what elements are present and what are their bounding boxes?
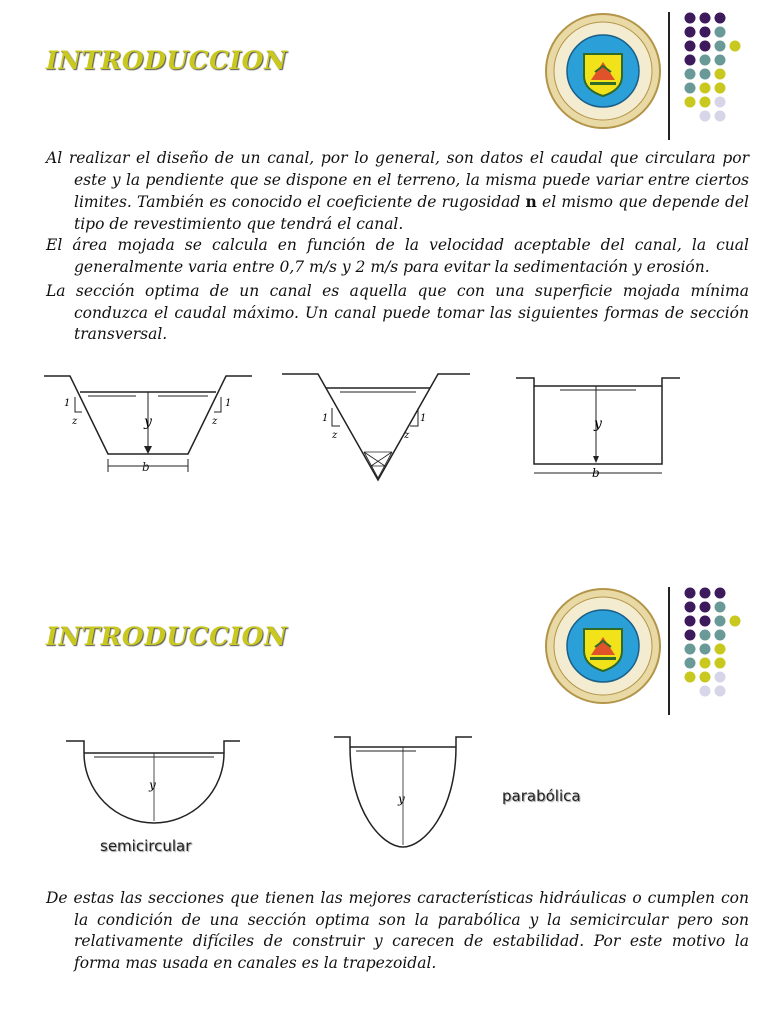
- decorative-dot: [685, 672, 696, 683]
- paragraph-2: El área mojada se calcula en función de la velocidad aceptable del canal, la cual generalmente varia entre 0,7 m/s y 2 m/s para evitar la sedimentación y erosión.: [46, 236, 749, 276]
- decorative-dot: [700, 588, 711, 599]
- decorative-dot: [700, 41, 711, 52]
- decorative-dot: [685, 97, 696, 108]
- depth-label: y: [149, 778, 156, 792]
- decorative-dot: [700, 616, 711, 627]
- decorative-dot: [685, 13, 696, 24]
- decorative-dot: [715, 616, 726, 627]
- decorative-dot: [715, 111, 726, 122]
- decorative-dot: [700, 644, 711, 655]
- decorative-dot: [685, 616, 696, 627]
- decorative-dot: [715, 644, 726, 655]
- semicircular-section-diagram: [64, 735, 244, 831]
- decorative-dot: [685, 588, 696, 599]
- slope-one-label: 1: [64, 398, 71, 409]
- decorative-dot: [700, 27, 711, 38]
- trapezoidal-section-diagram: [44, 366, 254, 486]
- paragraph-3: La sección optima de un canal es aquella que con una superficie mojada mínima conduzca el caudal máximo. Un canal puede tomar las siguientes formas de sección transversal.: [46, 282, 749, 343]
- decorative-dot: [700, 658, 711, 669]
- triangular-section-diagram: [280, 366, 472, 486]
- decorative-dot: [730, 41, 741, 52]
- decorative-dot: [715, 602, 726, 613]
- slope-one-label: 1: [322, 413, 329, 424]
- decorative-dot: [700, 13, 711, 24]
- depth-label: y: [398, 792, 405, 806]
- decorative-dot: [715, 27, 726, 38]
- paragraph-1-text-b: el mismo que depende del tipo de revestimiento que tendrá el canal.: [74, 193, 749, 233]
- slide-2: [0, 575, 768, 1024]
- decorative-dot: [700, 686, 711, 697]
- slide-title: INTRODUCCION: [46, 46, 288, 75]
- base-width-label: b: [142, 460, 150, 474]
- decorative-dot: [700, 55, 711, 66]
- decorative-dot: [715, 13, 726, 24]
- decorative-dot: [700, 83, 711, 94]
- divider-line: [668, 587, 670, 715]
- paragraph-1: [46, 148, 749, 235]
- roughness-symbol: n: [525, 192, 537, 211]
- slope-z-label: z: [404, 430, 410, 441]
- decorative-dot: [685, 69, 696, 80]
- decorative-dots: [680, 10, 756, 122]
- decorative-dots: [680, 585, 756, 697]
- decorative-dot: [715, 630, 726, 641]
- decorative-dot: [700, 97, 711, 108]
- decorative-dot: [685, 41, 696, 52]
- decorative-dot: [700, 672, 711, 683]
- decorative-dot: [685, 83, 696, 94]
- parabolic-label: parabólica: [502, 787, 581, 805]
- base-width-label: b: [592, 466, 600, 480]
- decorative-dot: [700, 69, 711, 80]
- university-seal-icon: [544, 12, 662, 130]
- divider-line: [668, 12, 670, 140]
- slide-1: [0, 0, 768, 500]
- decorative-dot: [715, 588, 726, 599]
- decorative-dot: [715, 97, 726, 108]
- decorative-dot: [700, 630, 711, 641]
- decorative-dot: [685, 658, 696, 669]
- slide-title: INTRODUCCION: [46, 622, 288, 651]
- slope-z-label: z: [72, 416, 78, 427]
- decorative-dot: [730, 616, 741, 627]
- university-seal-icon: [544, 587, 662, 705]
- decorative-dot: [715, 55, 726, 66]
- decorative-dot: [685, 55, 696, 66]
- slope-z-label: z: [212, 416, 218, 427]
- depth-label: y: [144, 414, 152, 430]
- paragraph-conclusion: De estas las secciones que tienen las mejores características hidráulicas o cumplen con la condición de una sección optima son la parabólica y la semicircular pero son relativamente difíciles de construir y carecen de estabilidad. Por este motivo la forma mas usada en canales es la trapezoidal.: [46, 889, 749, 972]
- slope-one-label: 1: [420, 413, 427, 424]
- decorative-dot: [715, 83, 726, 94]
- decorative-dot: [685, 602, 696, 613]
- rectangular-section-diagram: [516, 370, 682, 486]
- decorative-dot: [685, 27, 696, 38]
- semicircular-label: semicircular: [100, 837, 192, 855]
- decorative-dot: [715, 41, 726, 52]
- paragraph-1-text-a: Al realizar el diseño de un canal, por lo general, son datos el caudal que circulara por este y la pendiente que se dispone en el terreno, la misma puede variar entre ciertos limites. También es conocido el coeficiente de rugosidad: [46, 149, 749, 211]
- decorative-dot: [685, 630, 696, 641]
- decorative-dot: [700, 602, 711, 613]
- decorative-dot: [700, 111, 711, 122]
- decorative-dot: [715, 69, 726, 80]
- slope-one-label: 1: [225, 398, 232, 409]
- decorative-dot: [715, 686, 726, 697]
- decorative-dot: [685, 644, 696, 655]
- slope-z-label: z: [332, 430, 338, 441]
- depth-label: y: [594, 416, 602, 432]
- decorative-dot: [715, 672, 726, 683]
- decorative-dot: [715, 658, 726, 669]
- parabolic-section-diagram: [332, 731, 476, 851]
